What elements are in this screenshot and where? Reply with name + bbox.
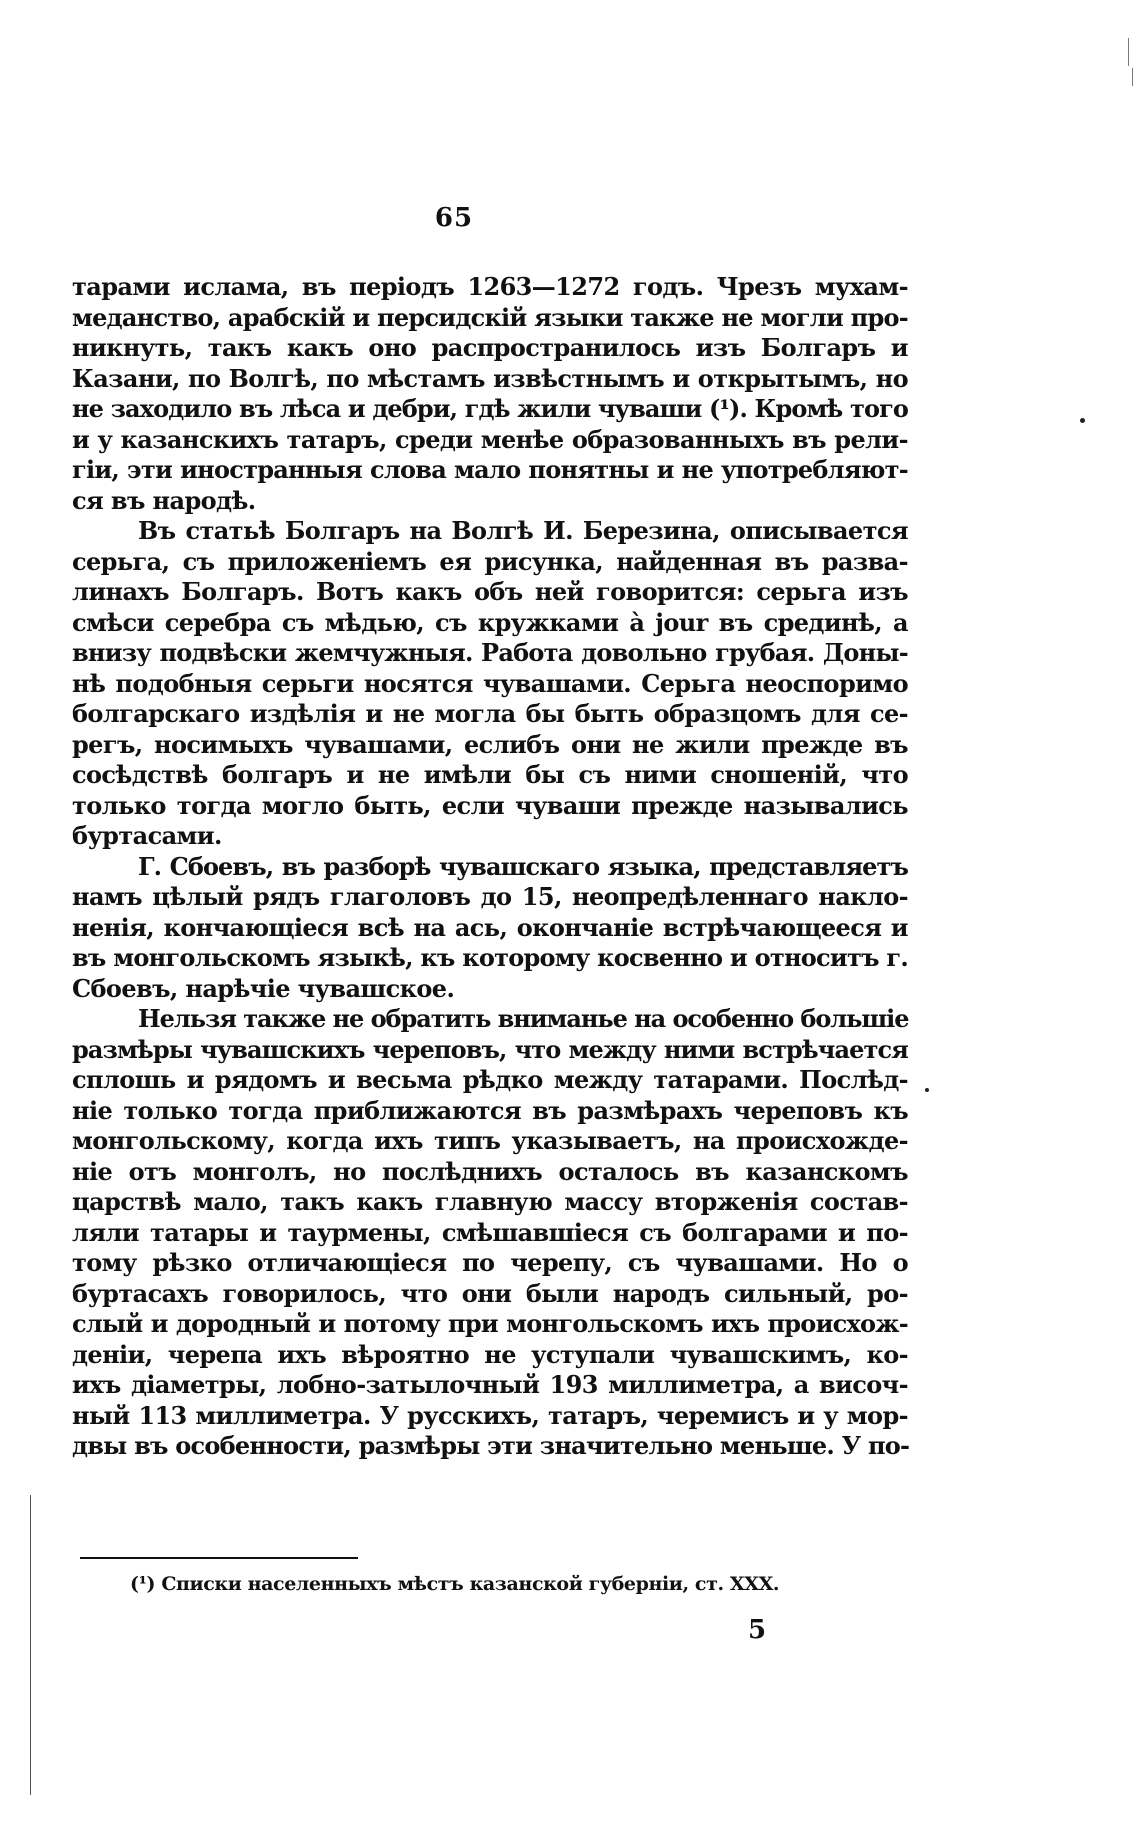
text-line: только тогда могло быть, если чуваши прежде назывались [72, 790, 908, 820]
text-line: Г. Сбоевъ, въ разборѣ чувашскаго языка, представляетъ [138, 851, 908, 881]
text-line: смѣси серебра съ мѣдью, съ кружками à jour въ срединѣ, а [72, 607, 908, 637]
text-line: и у казанскихъ татаръ, среди менѣе образованныхъ въ рели- [72, 424, 908, 454]
text-line: никнуть, такъ какъ оно распространилось изъ Болгаръ и [72, 333, 908, 362]
text-line: монгольскому, когда ихъ типъ указываетъ, на происхожде- [72, 1126, 908, 1155]
text-line: тарами ислама, въ періодъ 1263—1272 годъ. Чрезъ мухам- [72, 272, 908, 301]
text-line: слый и дородный и потому при монгольскомъ ихъ происхож- [72, 1309, 908, 1338]
scan-speck [1080, 418, 1085, 423]
text-line: Въ статьѣ Болгаръ на Волгѣ И. Березина, описывается [138, 516, 908, 545]
text-line: Казани, по Волгѣ, по мѣстамъ извѣстнымъ и открытымъ, но [72, 363, 908, 393]
footnote-rule [80, 1557, 358, 1559]
text-line: гіи, эти иностранныя слова мало понятны и не употребляют- [72, 455, 908, 484]
text-line: ненія, кончающіеся всѣ на ась, окончаніе встрѣчающееся и [72, 912, 908, 942]
text-line: царствѣ мало, такъ какъ главную массу вторженія состав- [72, 1187, 908, 1216]
text-line: болгарскаго издѣлія и не могла бы быть образцомъ для се- [72, 699, 908, 728]
text-line: буртасахъ говорилось, что они были народъ сильный, ро- [72, 1278, 908, 1308]
text-line: въ монгольскомъ языкѣ, къ которому косвенно и относитъ г. [72, 943, 908, 972]
text-line: сплошь и рядомъ и весьма рѣдко между татарами. Послѣд- [72, 1065, 908, 1094]
text-line: меданство, арабскій и персидскій языки также не могли про- [72, 302, 908, 332]
page-number: 65 [434, 203, 474, 233]
body-text [72, 272, 908, 1462]
text-line: ляли татары и таурмены, смѣшавшіеся съ болгарами и по- [72, 1217, 908, 1247]
text-line: регъ, носимыхъ чувашами, еслибъ они не жили прежде въ [72, 729, 908, 759]
scan-edge-mark [1128, 38, 1129, 66]
text-line: размѣры чувашскихъ череповъ, что между ними встрѣчается [72, 1034, 908, 1064]
footnote: (¹) Списки населенныхъ мѣстъ казанской губерніи, ст. XXX. [130, 1573, 780, 1595]
text-line: двы въ особенности, размѣры эти значительно меньше. У по- [72, 1431, 910, 1460]
text-line: Нельзя также не обратить вниманье на особенно большіе [138, 1004, 909, 1033]
text-line: нѣ подобныя серьги носятся чувашами. Серьга неоспоримо [72, 668, 908, 698]
text-line: тому рѣзко отличающіеся по черепу, съ чувашами. Но о [72, 1248, 908, 1277]
text-line: линахъ Болгаръ. Вотъ какъ объ ней говорится: серьга изъ [72, 577, 908, 606]
text-line: ный 113 миллиметра. У русскихъ, татаръ, черемисъ и у мор- [72, 1400, 908, 1430]
text-line: не заходило въ лѣса и дебри, гдѣ жили чуваши (¹). Кромѣ того [72, 394, 908, 423]
text-line: ихъ діаметры, лобно-затылочный 193 миллиметра, а височ- [72, 1370, 908, 1399]
text-line: деніи, черепа ихъ вѣроятно не уступали чувашскимъ, ко- [72, 1339, 908, 1369]
text-line: намъ цѣлый рядъ глаголовъ до 15, неопредѣленнаго накло- [72, 882, 908, 911]
text-line: ніе только тогда приближаются въ размѣрахъ череповъ къ [72, 1095, 908, 1125]
signature-mark: 5 [748, 1615, 767, 1645]
text-line: ніе отъ монголъ, но послѣднихъ осталось въ казанскомъ [72, 1156, 908, 1186]
text-line: Сбоевъ, нарѣчіе чувашское. [72, 973, 455, 1003]
scan-edge-mark [1132, 68, 1133, 86]
text-line: внизу подвѣски жемчужныя. Работа довольно грубая. Доны- [72, 638, 908, 667]
scan-edge-mark [30, 1495, 31, 1795]
scan-speck [925, 1088, 929, 1092]
text-line: серьга, съ приложеніемъ ея рисунка, найденная въ развa- [72, 546, 908, 576]
text-line: буртасами. [72, 821, 222, 850]
text-line: сосѣдствѣ болгаръ и не имѣли бы съ ними сношеній, что [72, 760, 908, 789]
text-line: ся въ народѣ. [72, 485, 256, 515]
